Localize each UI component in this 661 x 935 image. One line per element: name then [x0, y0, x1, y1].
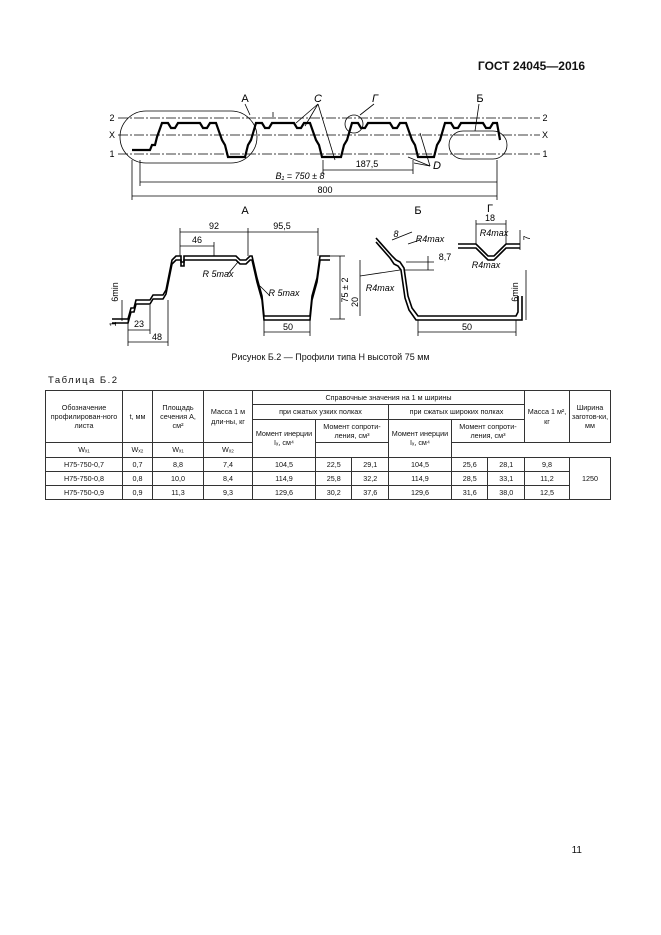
- header-wx2-narrow: Wₓ₂: [123, 443, 153, 457]
- header-inertia-narrow: Момент инерции Iₓ, см⁴: [253, 419, 316, 457]
- dim-800: 800: [317, 185, 333, 195]
- header-wx2-wide: Wₓ₂: [204, 443, 253, 457]
- dim-8-7: 8,7: [438, 252, 452, 262]
- cell-ix-narrow: 129,6: [253, 485, 316, 499]
- dim-r5-b: R 5max: [268, 288, 300, 298]
- header-mass-length: Масса 1 м дли-ны, кг: [204, 391, 253, 443]
- cell-mass-area: 12,5: [525, 485, 570, 499]
- standard-header: ГОСТ 24045—2016: [477, 59, 585, 73]
- table-row: [46, 485, 611, 499]
- cell-wx2-wide: 28,1: [488, 457, 525, 471]
- dim-46: 46: [191, 235, 203, 245]
- header-resist-narrow: Момент сопроти-ления, см³: [316, 419, 389, 443]
- label-a: А: [241, 93, 249, 105]
- cell-wx2-wide: 33,1: [488, 471, 525, 485]
- profile-table: [45, 390, 611, 500]
- header-mass-area: Масса 1 м², кг: [525, 391, 570, 443]
- dim-r4-c: R4max: [479, 228, 509, 238]
- header-wx1-wide: Wₓ₁: [153, 443, 204, 457]
- cell-ix-wide: 114,9: [388, 471, 451, 485]
- header-inertia-wide: Момент инерции Iₓ, см⁴: [388, 419, 451, 457]
- cell-designation: Н75-750-0,7: [46, 457, 123, 471]
- header-wide: при сжатых широких полках: [388, 405, 524, 419]
- cell-wx2-wide: 38,0: [488, 485, 525, 499]
- dim-92: 92: [208, 221, 220, 231]
- dim-18: 18: [484, 213, 496, 223]
- cell-designation: Н75-750-0,9: [46, 485, 123, 499]
- detail-b-title: Б: [414, 205, 422, 217]
- dim-1: 1: [108, 321, 118, 327]
- header-wx1-narrow: Wₓ₁: [46, 443, 123, 457]
- dim-8: 8: [393, 229, 399, 239]
- page-number: 11: [571, 845, 582, 856]
- header-area: Площадь сечения A, см²: [153, 391, 204, 443]
- label-g: Г: [372, 93, 378, 105]
- dim-75: 75 ± 2: [340, 277, 350, 303]
- cell-ix-narrow: 114,9: [253, 471, 316, 485]
- cell-wx2-narrow: 29,1: [352, 457, 388, 471]
- header-resist-wide: Момент сопроти-ления, см³: [451, 419, 524, 443]
- label-1-left: 1: [109, 149, 115, 159]
- cell-designation: Н75-750-0,8: [46, 471, 123, 485]
- table-row: [46, 457, 611, 471]
- label-b: Б: [476, 93, 484, 105]
- cell-ix-wide: 129,6: [388, 485, 451, 499]
- dim-48: 48: [151, 332, 163, 342]
- cell-area: 8,8: [153, 457, 204, 471]
- header-t: t, мм: [123, 391, 153, 443]
- dim-187-5: 187,5: [355, 159, 379, 169]
- cell-t: 0,8: [123, 471, 153, 485]
- cell-ix-narrow: 104,5: [253, 457, 316, 471]
- cell-ix-wide: 104,5: [388, 457, 451, 471]
- cell-wx2-narrow: 32,2: [352, 471, 388, 485]
- cell-mass-length: 9,3: [204, 485, 253, 499]
- cell-wx1-wide: 28,5: [451, 471, 487, 485]
- dim-r4-a: R4max: [415, 234, 445, 244]
- figure-caption: Рисунок Б.2 — Профили типа Н высотой 75 мм: [231, 352, 430, 362]
- label-2-left: 2: [109, 113, 115, 123]
- cell-wx1-wide: 31,6: [451, 485, 487, 499]
- dim-6min-a: 6min: [110, 282, 120, 302]
- dim-23: 23: [133, 319, 145, 329]
- header-narrow: при сжатых узких полках: [253, 405, 389, 419]
- profile-figure: [0, 0, 661, 370]
- cell-mass-area: 9,8: [525, 457, 570, 471]
- dim-50-a: 50: [282, 322, 294, 332]
- header-reference: Справочные значения на 1 м ширины: [253, 391, 525, 405]
- dim-b1: B₁ = 750 ± 8: [275, 171, 325, 181]
- cell-mass-area: 11,2: [525, 471, 570, 485]
- dim-95-5: 95,5: [273, 221, 291, 231]
- cell-wx1-narrow: 25,8: [316, 471, 352, 485]
- cell-wx1-wide: 25,6: [451, 457, 487, 471]
- dim-20: 20: [350, 296, 360, 308]
- dim-r5-a: R 5max: [202, 269, 234, 279]
- label-x-left: X: [108, 130, 116, 140]
- label-2-right: 2: [542, 113, 548, 123]
- dim-6min-b: 6min: [510, 282, 520, 302]
- header-designation: Обозначение профилирован-ного листа: [46, 391, 123, 443]
- dim-r4-b: R4max: [365, 283, 395, 293]
- cell-area: 10,0: [153, 471, 204, 485]
- cell-t: 0,7: [123, 457, 153, 471]
- cell-mass-length: 8,4: [204, 471, 253, 485]
- cell-wx1-narrow: 22,5: [316, 457, 352, 471]
- dim-7: 7: [522, 235, 532, 241]
- label-x-right: X: [541, 130, 549, 140]
- detail-a-title: А: [241, 205, 249, 217]
- label-1-right: 1: [542, 149, 548, 159]
- detail-g-title: Г: [487, 203, 493, 215]
- dim-50-b: 50: [461, 322, 473, 332]
- dim-r4-d: R4max: [471, 260, 501, 270]
- table-row: [46, 471, 611, 485]
- cell-width: 1250: [570, 457, 611, 499]
- cell-wx2-narrow: 37,6: [352, 485, 388, 499]
- cell-t: 0,9: [123, 485, 153, 499]
- table-title: Таблица Б.2: [48, 375, 119, 386]
- label-d: D: [433, 160, 441, 172]
- label-c: С: [314, 93, 322, 105]
- cell-mass-length: 7,4: [204, 457, 253, 471]
- header-width: Ширина заготов-ки, мм: [570, 391, 611, 443]
- cell-wx1-narrow: 30,2: [316, 485, 352, 499]
- cell-area: 11,3: [153, 485, 204, 499]
